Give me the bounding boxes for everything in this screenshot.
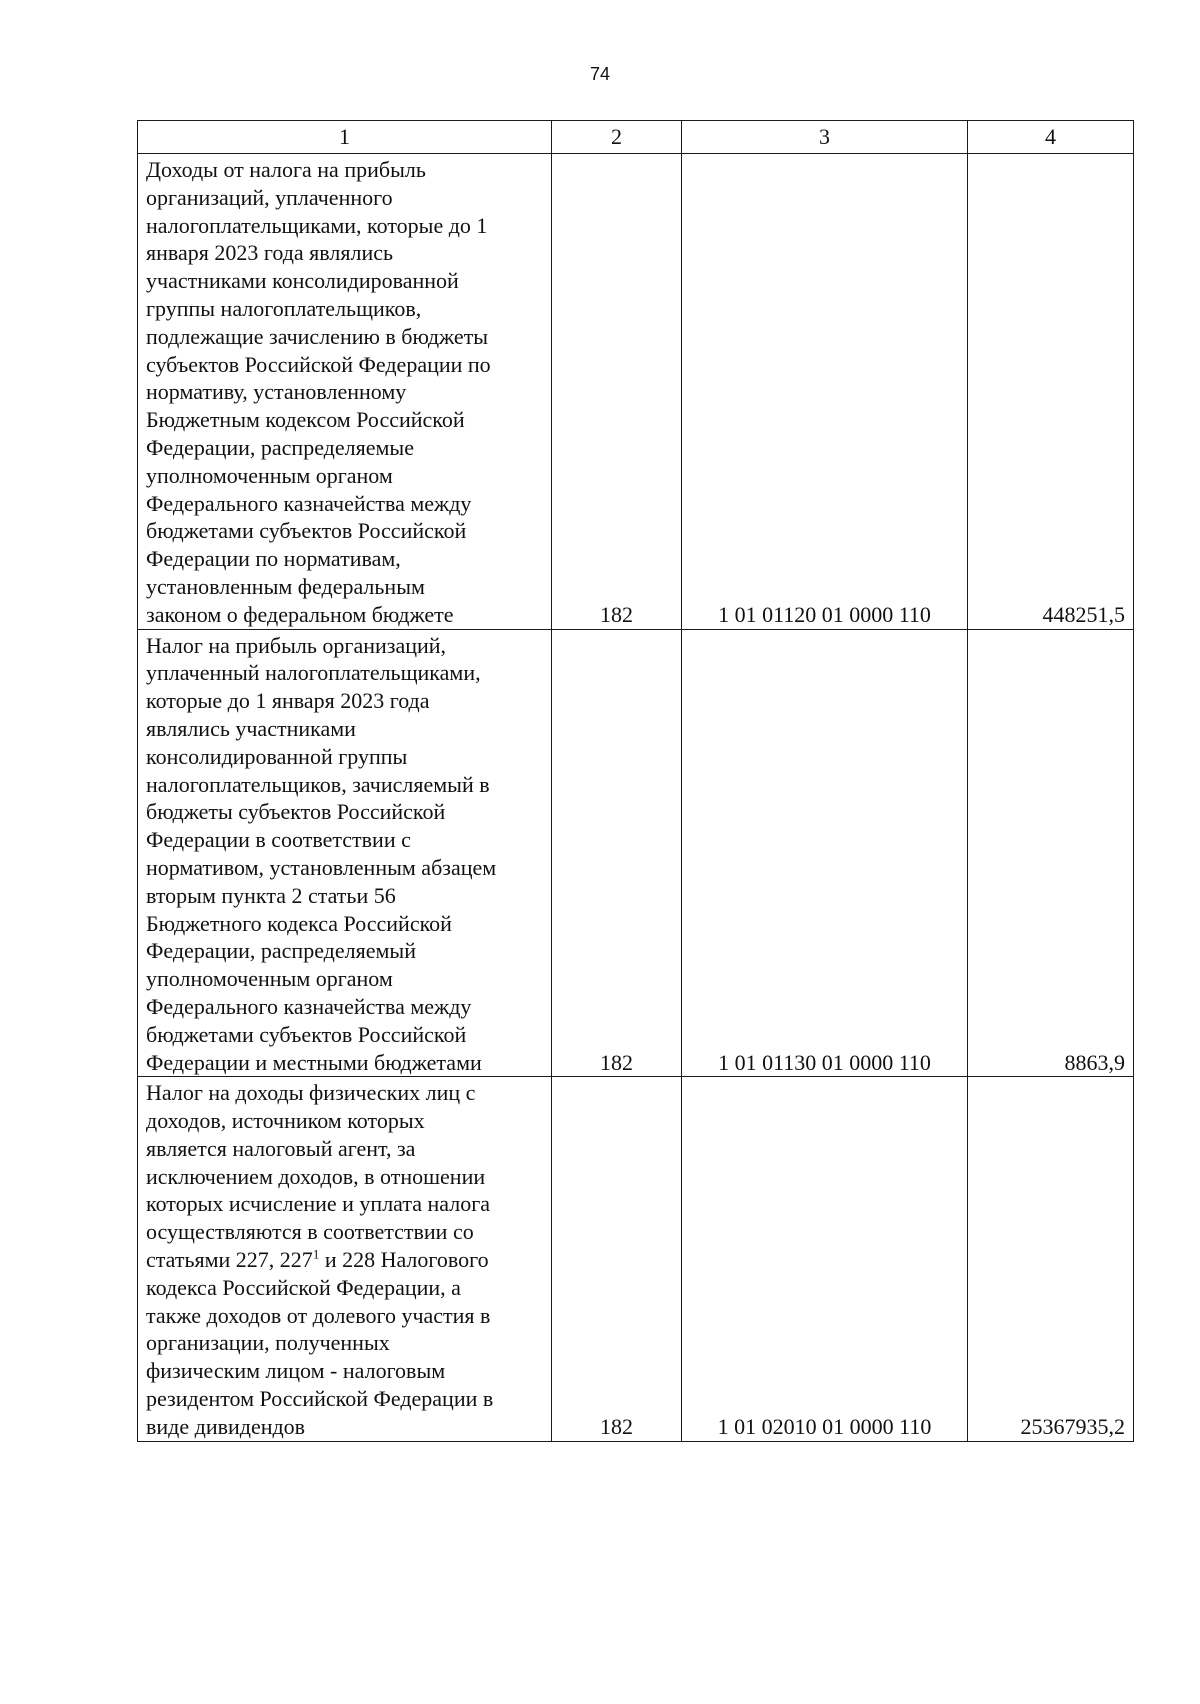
description-line: являлись участниками — [146, 715, 356, 741]
description-line: Налог на доходы физических лиц с — [146, 1080, 476, 1106]
description-line: Налог на прибыль организаций, — [146, 632, 447, 658]
description-line: физическим лицом - налоговым — [146, 1358, 446, 1384]
description-line: подлежащие зачислению в бюджеты — [146, 323, 489, 349]
budget-code-cell: 1 01 01130 01 0000 110 — [682, 629, 968, 1077]
revenue-description — [138, 1077, 552, 1441]
description-line: вторым пункта 2 статьи 56 — [146, 882, 396, 908]
description-line: установленным федеральным — [146, 573, 425, 599]
column-header-1: 1 — [138, 121, 552, 154]
description-line: Федерации и местными бюджетами — [146, 1049, 482, 1075]
budget-code-cell: 1 01 02010 01 0000 110 — [682, 1077, 968, 1441]
description-line: виде дивидендов — [146, 1413, 306, 1439]
description-line: Федерального казначейства между — [146, 993, 472, 1019]
description-line: Бюджетного кодекса Российской — [146, 910, 452, 936]
description-line: резидентом Российской Федерации в — [146, 1386, 494, 1412]
description-line: бюджеты субъектов Российской — [146, 799, 446, 825]
description-line: осуществляются в соответствии со — [146, 1219, 474, 1245]
description-line: налогоплательщиками, которые до 1 — [146, 212, 488, 238]
column-header-2: 2 — [552, 121, 682, 154]
revenue-description — [138, 629, 552, 1077]
description-line: кодекса Российской Федерации, а — [146, 1274, 461, 1300]
description-line: бюджетами субъектов Российской — [146, 518, 467, 544]
amount-cell: 448251,5 — [968, 154, 1134, 630]
admin-code-cell: 182 — [552, 154, 682, 630]
table-header-row — [138, 121, 1134, 154]
description-line: также доходов от долевого участия в — [146, 1302, 491, 1328]
description-line-with-superscript — [146, 1246, 543, 1274]
description-line: налогоплательщиков, зачисляемый в — [146, 771, 490, 797]
superscript-line-after: и 228 Налогового — [319, 1247, 489, 1273]
description-line: исключением доходов, в отношении — [146, 1163, 486, 1189]
description-line: участниками консолидированной — [146, 268, 459, 294]
description-line: консолидированной группы — [146, 743, 408, 769]
article-superscript: 1 — [312, 1246, 320, 1262]
description-line: которых исчисление и уплата налога — [146, 1191, 491, 1217]
description-line: законом о федеральном бюджете — [146, 601, 454, 627]
description-line: Федерации, распределяемые — [146, 434, 414, 460]
budget-revenue-table — [137, 120, 1134, 1442]
description-line: субъектов Российской Федерации по — [146, 351, 491, 377]
description-line: нормативу, установленному — [146, 379, 407, 405]
table-row — [138, 154, 1134, 630]
description-line: уплаченный налогоплательщиками, — [146, 660, 481, 686]
column-header-4: 4 — [968, 121, 1134, 154]
amount-cell: 25367935,2 — [968, 1077, 1134, 1441]
description-line: нормативом, установленным абзацем — [146, 854, 497, 880]
description-line: организации, полученных — [146, 1330, 390, 1356]
description-line: Доходы от налога на прибыль — [146, 157, 426, 182]
description-line: Федерации в соответствии с — [146, 827, 411, 853]
column-header-3: 3 — [682, 121, 968, 154]
description-line: января 2023 года являлись — [146, 240, 394, 266]
table-row — [138, 629, 1134, 1077]
description-line: Федерации, распределяемый — [146, 938, 416, 964]
description-line: уполномоченным органом — [146, 462, 393, 488]
description-line: Бюджетным кодексом Российской — [146, 407, 465, 433]
description-line: группы налогоплательщиков, — [146, 295, 422, 321]
superscript-line-before: статьями 227, 227 — [146, 1247, 313, 1273]
description-line: уполномоченным органом — [146, 966, 393, 992]
page-number: 74 — [589, 64, 611, 84]
description-line: которые до 1 января 2023 года — [146, 688, 430, 714]
table-row — [138, 1077, 1134, 1441]
admin-code-cell: 182 — [552, 1077, 682, 1441]
description-line: Федерального казначейства между — [146, 490, 472, 516]
budget-code-cell: 1 01 01120 01 0000 110 — [682, 154, 968, 630]
revenue-description — [138, 154, 552, 630]
description-line: Федерации по нормативам, — [146, 546, 401, 572]
description-line: является налоговый агент, за — [146, 1135, 416, 1161]
description-line: доходов, источником которых — [146, 1108, 425, 1134]
amount-cell: 8863,9 — [968, 629, 1134, 1077]
description-line: организаций, уплаченного — [146, 184, 393, 210]
admin-code-cell: 182 — [552, 629, 682, 1077]
description-line: бюджетами субъектов Российской — [146, 1021, 467, 1047]
